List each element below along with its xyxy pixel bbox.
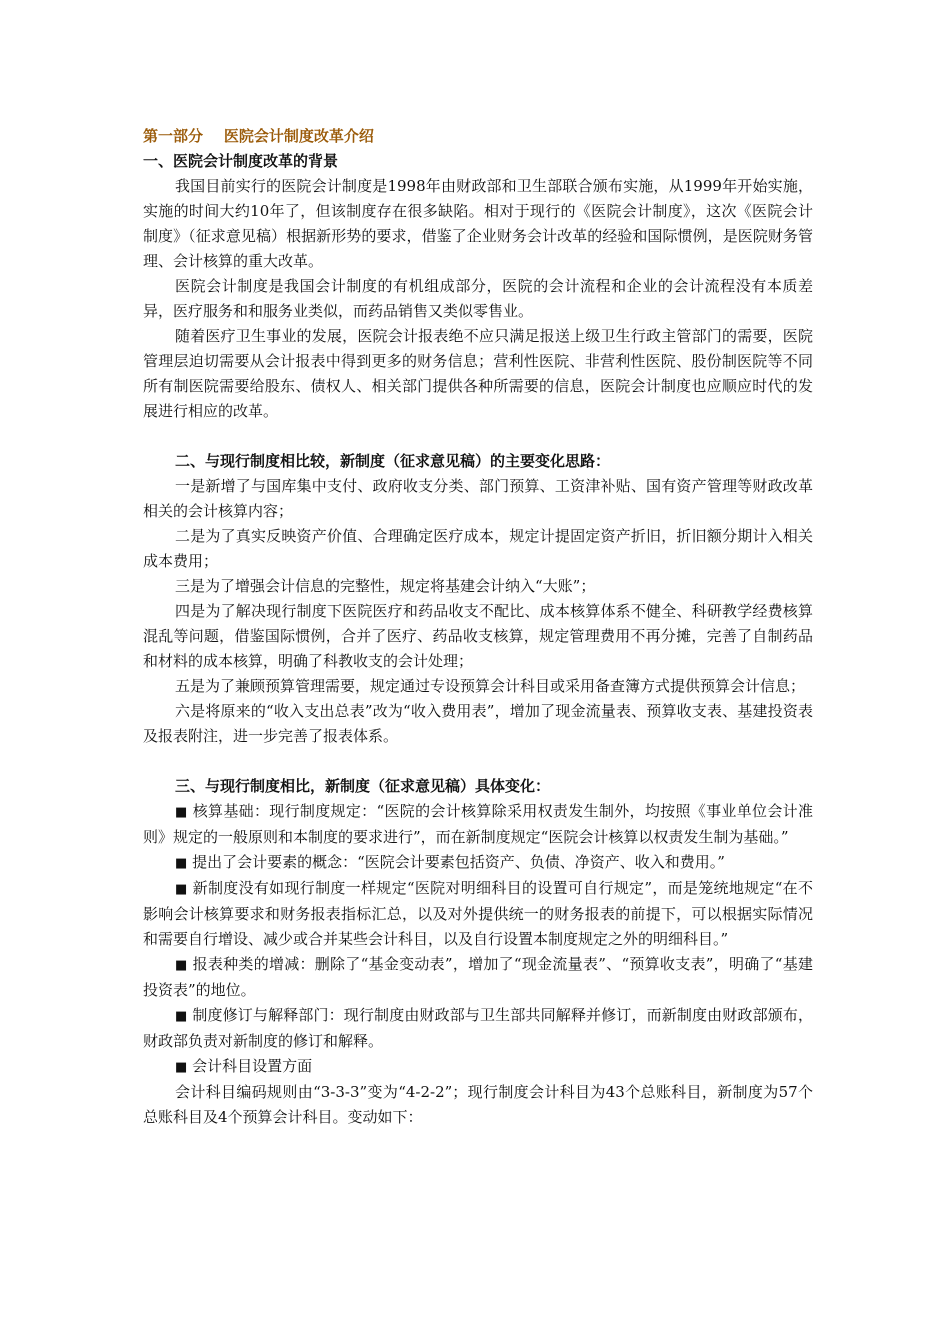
square-bullet-icon: ■	[175, 856, 188, 871]
bullet-item	[143, 1054, 813, 1080]
square-bullet-icon: ■	[175, 1009, 188, 1024]
bullet-text: 制度修订与解释部门：现行制度由财政部与卫生部共同解释并修订，而新制度由财政部颁布，财政部负责对新制度的修订和解释。	[143, 1006, 813, 1050]
bullet-item	[143, 850, 813, 876]
bullet-item	[143, 952, 813, 1003]
bullet-text: 会计科目设置方面	[192, 1057, 313, 1075]
section-2-heading: 二、与现行制度相比较，新制度（征求意见稿）的主要变化思路：	[175, 452, 611, 470]
section-2-paragraph: 二是为了真实反映资产价值、合理确定医疗成本，规定计提固定资产折旧，折旧额分期计入相关成本费用；	[143, 527, 813, 570]
bullet-item	[143, 1003, 813, 1054]
square-bullet-icon: ■	[175, 958, 188, 973]
section-2-paragraph: 六是将原来的“收入支出总表”改为“收入费用表”，增加了现金流量表、预算收支表、基建投资表及报表附注，进一步完善了报表体系。	[143, 702, 813, 745]
section-1-paragraph: 我国目前实行的医院会计制度是1998年由财政部和卫生部联合颁布实施，从1999年开始实施，实施的时间大约10年了，但该制度存在很多缺陷。相对于现行的《医院会计制度》，这次《医院会计制度》（征求意见稿）根据新形势的要求，借鉴了企业财务会计改革的经验和国际惯例，是医院财务管理、会计核算的重大改革。	[143, 177, 813, 270]
section-1-paragraph: 医院会计制度是我国会计制度的有机组成部分，医院的会计流程和企业的会计流程没有本质差异，医疗服务和和服务业类似，而药品销售又类似零售业。	[143, 277, 813, 320]
section-3-closing-paragraph: 会计科目编码规则由“3-3-3”变为“4-2-2”；现行制度会计科目为43个总账科目，新制度为57个总账科目及4个预算会计科目。变动如下：	[143, 1083, 813, 1126]
bullet-text: 核算基础：现行制度规定：“医院的会计核算除采用权责发生制外，均按照《事业单位会计准则》规定的一般原则和本制度的要求进行”，而在新制度规定“医院会计核算以权责发生制为基础。”	[143, 802, 813, 846]
square-bullet-icon: ■	[175, 882, 188, 897]
paragraph-gap	[143, 424, 813, 449]
bullet-text: 提出了会计要素的概念：“医院会计要素包括资产、负债、净资产、收入和费用。”	[192, 853, 725, 871]
section-2-paragraph: 五是为了兼顾预算管理需要，规定通过专设预算会计科目或采用备查簿方式提供预算会计信息；	[175, 677, 806, 695]
document-body	[143, 124, 813, 1130]
section-2-paragraph: 三是为了增强会计信息的完整性，规定将基建会计纳入“大账”；	[175, 577, 596, 595]
section-2-paragraph: 一是新增了与国库集中支付、政府收支分类、部门预算、工资津补贴、国有资产管理等财政改革相关的会计核算内容；	[143, 477, 813, 520]
paragraph-gap	[143, 749, 813, 774]
part-title: 第一部分 医院会计制度改革介绍	[143, 127, 374, 145]
bullet-text: 报表种类的增减：删除了“基金变动表”，增加了“现金流量表”、“预算收支表”，明确了“基建投资表”的地位。	[143, 955, 813, 999]
bullet-item	[143, 799, 813, 850]
square-bullet-icon: ■	[175, 805, 188, 820]
bullet-text: 新制度没有如现行制度一样规定“医院对明细科目的设置可自行规定”，而是笼统地规定“在不影响会计核算要求和财务报表指标汇总，以及对外提供统一的财务报表的前提下，可以根据实际情况和需要自行增设、减少或合并某些会计科目，以及自行设置本制度规定之外的明细科目。”	[143, 879, 813, 948]
section-1-heading: 一、医院会计制度改革的背景	[143, 152, 339, 170]
square-bullet-icon: ■	[175, 1060, 188, 1075]
section-2-paragraph: 四是为了解决现行制度下医院医疗和药品收支不配比、成本核算体系不健全、科研教学经费核算混乱等问题，借鉴国际惯例，合并了医疗、药品收支核算，规定管理费用不再分摊，完善了自制药品和材料的成本核算，明确了科教收支的会计处理；	[143, 602, 813, 670]
section-1-paragraph: 随着医疗卫生事业的发展，医院会计报表绝不应只满足报送上级卫生行政主管部门的需要，医院管理层迫切需要从会计报表中得到更多的财务信息；营利性医院、非营利性医院、股份制医院等不同所有制医院需要给股东、债权人、相关部门提供各种所需要的信息，医院会计制度也应顺应时代的发展进行相应的改革。	[143, 327, 813, 420]
section-3-heading: 三、与现行制度相比，新制度（征求意见稿）具体变化：	[175, 777, 551, 795]
bullet-item	[143, 876, 813, 952]
